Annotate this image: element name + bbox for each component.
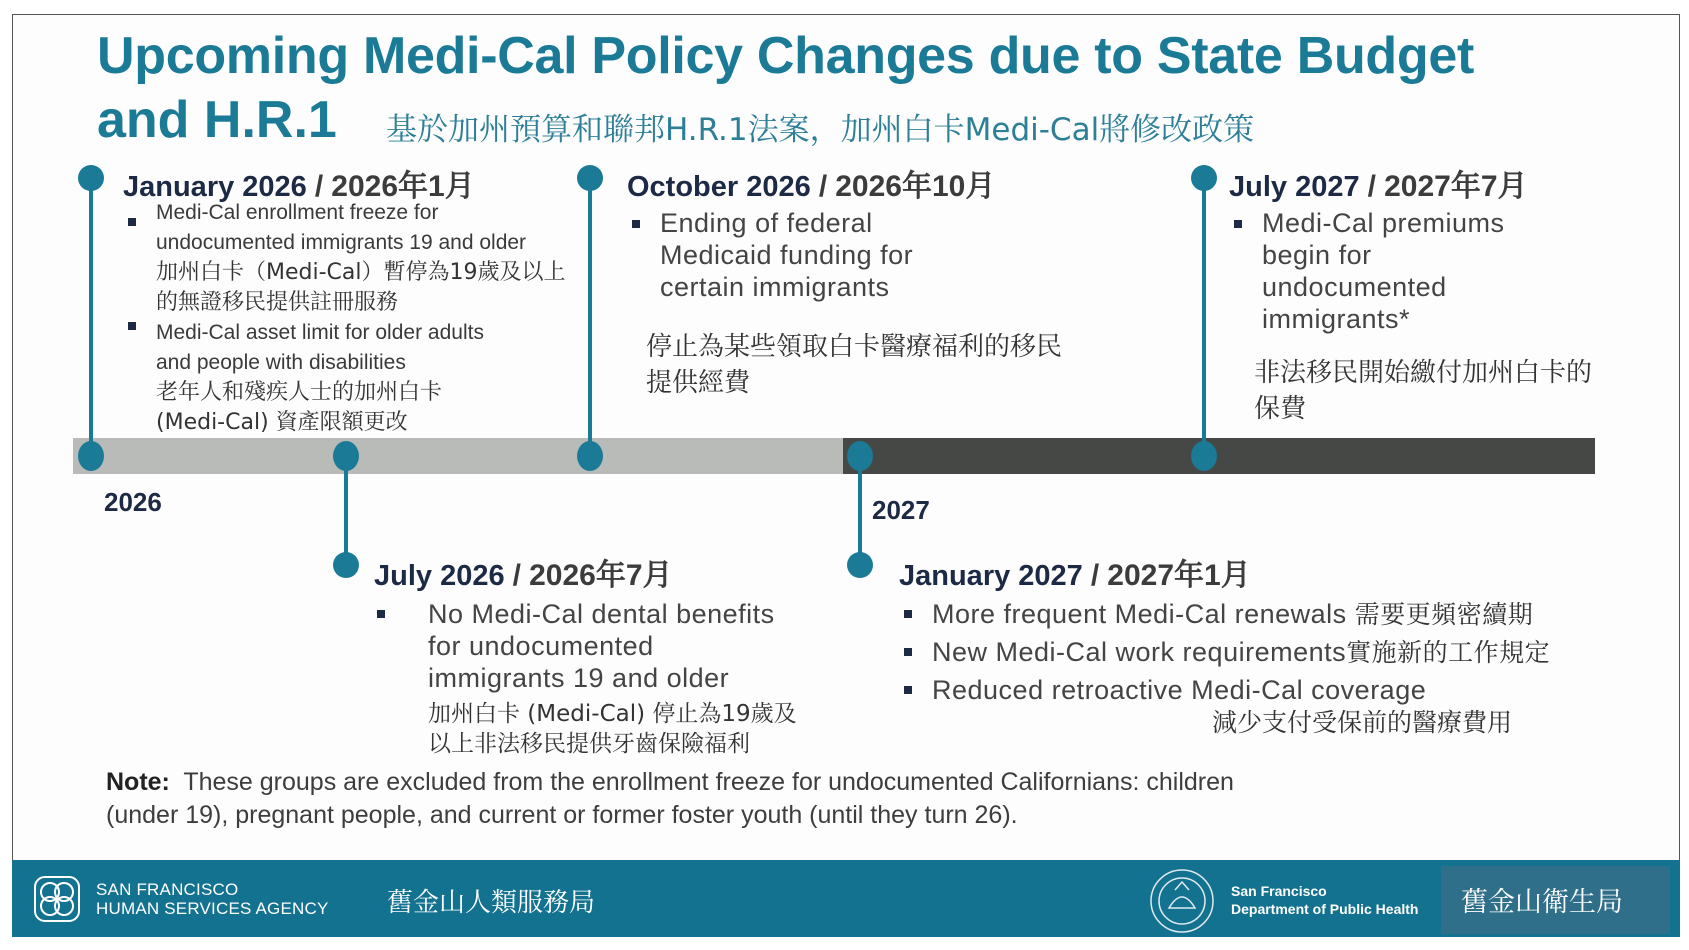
stem-oct-2026 bbox=[588, 180, 592, 456]
hsa-name-zh: 舊金山人類服務局 bbox=[387, 888, 596, 918]
stem-jul-2027 bbox=[1202, 180, 1206, 456]
city-seal-icon bbox=[1149, 868, 1215, 934]
bullet-icon bbox=[904, 686, 912, 694]
event-item-text: Reduced retroactive Medi-Cal coverage bbox=[932, 675, 1427, 705]
event-item-text: No Medi-Cal dental benefits for undocumented immigrants 19 and older bbox=[428, 599, 775, 693]
event-item-text-zh: 加州白卡（Medi-Cal）暫停為19歲及以上 的無證移民提供註冊服務 bbox=[156, 260, 566, 315]
page-subtitle-zh: 基於加州預算和聯邦H.R.1法案，加州白卡Medi-Cal將修改政策 bbox=[386, 112, 1255, 148]
year-label-2027: 2027 bbox=[872, 495, 930, 525]
event-item-text: Medi-Cal enrollment freeze for undocumented immigrants 19 and older bbox=[156, 201, 527, 254]
footer bbox=[12, 860, 1680, 937]
event-item-text-zh: 老年人和殘疾人士的加州白卡 (Medi-Cal) 資產限額更改 bbox=[156, 380, 443, 435]
event-item-text: Medi-Cal asset limit for older adults and people with disabilities bbox=[156, 321, 484, 374]
bullet-icon bbox=[128, 218, 136, 226]
hsa-logo-icon bbox=[32, 874, 82, 924]
dph-name-zh-box bbox=[1441, 866, 1670, 934]
timeline-node-icon bbox=[577, 441, 603, 471]
bullet-icon bbox=[904, 648, 912, 656]
timeline-node-icon bbox=[1191, 441, 1217, 471]
milestone-dot-icon bbox=[1191, 165, 1217, 191]
event-item-text: New Medi-Cal work requirements實施新的工作規定 bbox=[932, 637, 1551, 667]
bullet-icon bbox=[632, 220, 640, 228]
event-heading-jan-2026: January 2026 / 2026年1月 bbox=[123, 170, 475, 203]
event-item-text: Medi-Cal premiums begin for undocumented immigrants* bbox=[1262, 208, 1505, 334]
dph-name-zh: 舊金山衛生局 bbox=[1461, 887, 1623, 918]
event-item-text: More frequent Medi-Cal renewals 需要更頻密續期 bbox=[932, 599, 1534, 629]
bullet-icon bbox=[1234, 220, 1242, 228]
note: Note: These groups are excluded from the enrollment freeze for undocumented Californians: children (under 19), pregnant people, and current or former foster youth (until they turn 26). bbox=[106, 768, 1234, 829]
event-item-text-zh: 減少支付受保前的醫療費用 bbox=[1212, 708, 1513, 737]
timeline-node-icon bbox=[78, 441, 104, 471]
dph-name: San Francisco Department of Public Health bbox=[1231, 883, 1419, 917]
event-heading-oct-2026: October 2026 / 2026年10月 bbox=[627, 170, 996, 203]
event-item-text-zh: 停止為某些領取白卡醫療福利的移民 提供經費 bbox=[646, 332, 1063, 398]
milestone-dot-icon bbox=[847, 552, 873, 578]
stem-jan-2027 bbox=[858, 456, 862, 566]
milestone-dot-icon bbox=[577, 165, 603, 191]
bullet-icon bbox=[904, 610, 912, 618]
event-item-text: Ending of federal Medicaid funding for certain immigrants bbox=[660, 208, 914, 302]
timeline-node-icon bbox=[333, 441, 359, 471]
milestone-dot-icon bbox=[78, 165, 104, 191]
page-title-line2: and H.R.1 bbox=[97, 91, 337, 149]
note-label: Note: bbox=[106, 768, 170, 796]
stem-jul-2026 bbox=[344, 456, 348, 566]
event-heading-jan-2027: January 2027 / 2027年1月 bbox=[899, 559, 1251, 592]
event-item-text-zh: 加州白卡 (Medi-Cal) 停止為19歲及 以上非法移民提供牙齒保險福利 bbox=[428, 701, 797, 757]
bullet-icon bbox=[377, 610, 385, 618]
page-title: Upcoming Medi-Cal Policy Changes due to State Budget bbox=[97, 27, 1474, 85]
timeline-bar-2026 bbox=[73, 438, 844, 474]
year-label-2026: 2026 bbox=[104, 487, 162, 517]
timeline-bar-2027 bbox=[843, 438, 1595, 474]
event-heading-jul-2027: July 2027 / 2027年7月 bbox=[1229, 170, 1528, 203]
stem-jan-2026 bbox=[89, 180, 93, 456]
hsa-name: SAN FRANCISCO HUMAN SERVICES AGENCY bbox=[96, 880, 329, 918]
event-item-text-zh: 非法移民開始繳付加州白卡的 保費 bbox=[1254, 358, 1593, 424]
event-heading-jul-2026: July 2026 / 2026年7月 bbox=[374, 559, 673, 592]
timeline-node-icon bbox=[847, 441, 873, 471]
bullet-icon bbox=[128, 322, 136, 330]
milestone-dot-icon bbox=[333, 552, 359, 578]
